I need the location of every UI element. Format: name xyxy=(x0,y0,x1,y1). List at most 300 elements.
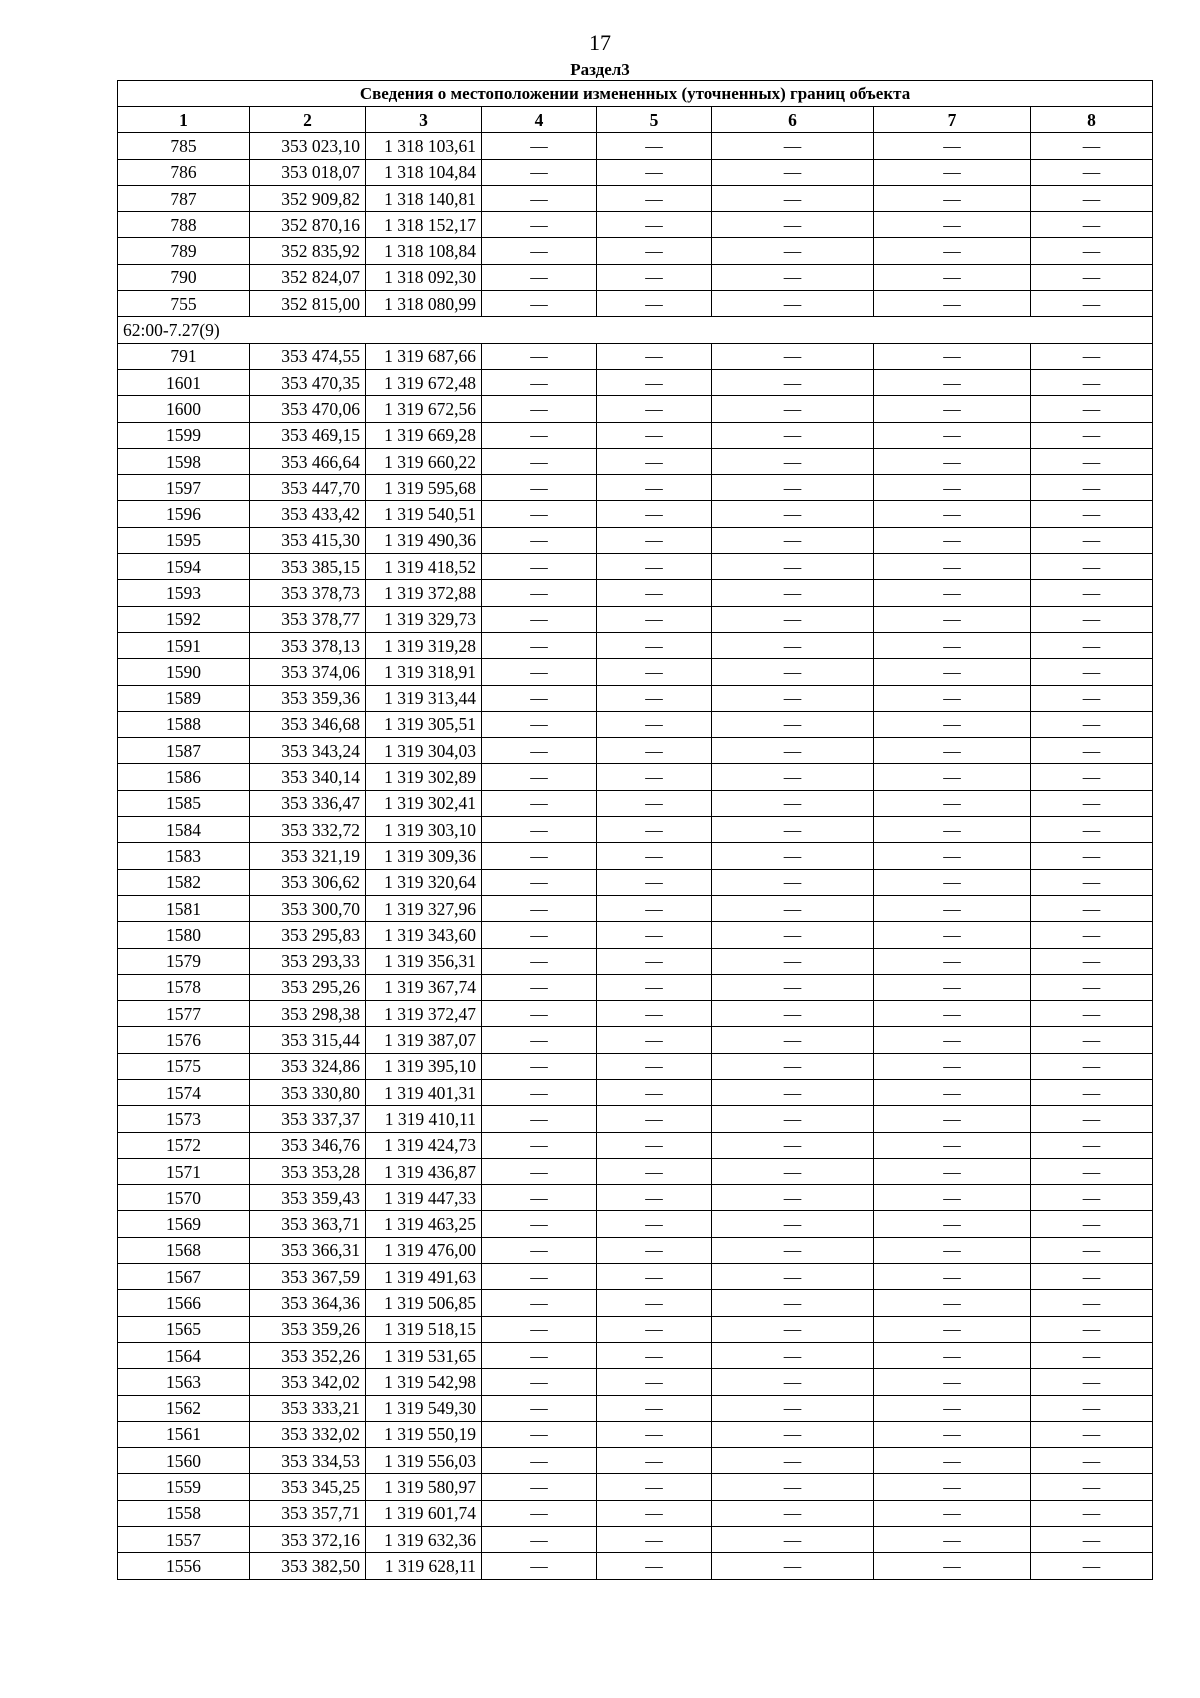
empty-value-cell: — xyxy=(482,1342,597,1368)
x-coordinate-cell: 353 298,38 xyxy=(250,1001,366,1027)
empty-value-cell: — xyxy=(597,632,712,658)
empty-value-cell: — xyxy=(597,659,712,685)
empty-value-cell: — xyxy=(482,817,597,843)
empty-value-cell: — xyxy=(874,1500,1031,1526)
empty-value-cell: — xyxy=(1031,212,1153,238)
x-coordinate-cell: 353 372,16 xyxy=(250,1527,366,1553)
empty-value-cell: — xyxy=(482,1132,597,1158)
y-coordinate-cell: 1 319 580,97 xyxy=(366,1474,482,1500)
empty-value-cell: — xyxy=(874,1185,1031,1211)
empty-value-cell: — xyxy=(597,1106,712,1132)
empty-value-cell: — xyxy=(597,606,712,632)
empty-value-cell: — xyxy=(712,1500,874,1526)
table-row xyxy=(118,659,1153,685)
empty-value-cell: — xyxy=(482,1500,597,1526)
point-number-cell: 1589 xyxy=(118,685,250,711)
point-number-cell: 1593 xyxy=(118,580,250,606)
empty-value-cell: — xyxy=(712,974,874,1000)
empty-value-cell: — xyxy=(712,1290,874,1316)
point-number-cell: 1565 xyxy=(118,1316,250,1342)
empty-value-cell: — xyxy=(482,1053,597,1079)
table-row xyxy=(118,1132,1153,1158)
table-row xyxy=(118,1211,1153,1237)
x-coordinate-cell: 353 378,13 xyxy=(250,632,366,658)
y-coordinate-cell: 1 319 302,41 xyxy=(366,790,482,816)
empty-value-cell: — xyxy=(1031,790,1153,816)
x-coordinate-cell: 353 433,42 xyxy=(250,501,366,527)
y-coordinate-cell: 1 319 491,63 xyxy=(366,1264,482,1290)
column-header: 6 xyxy=(712,107,874,133)
group-label: 62:00-7.27(9) xyxy=(118,317,1153,343)
empty-value-cell: — xyxy=(712,895,874,921)
point-number-cell: 1596 xyxy=(118,501,250,527)
y-coordinate-cell: 1 319 628,11 xyxy=(366,1553,482,1579)
empty-value-cell: — xyxy=(874,264,1031,290)
empty-value-cell: — xyxy=(1031,580,1153,606)
y-coordinate-cell: 1 318 108,84 xyxy=(366,238,482,264)
x-coordinate-cell: 353 330,80 xyxy=(250,1079,366,1105)
table-row xyxy=(118,185,1153,211)
table-row xyxy=(118,790,1153,816)
empty-value-cell: — xyxy=(874,606,1031,632)
column-header: 3 xyxy=(366,107,482,133)
empty-value-cell: — xyxy=(482,974,597,1000)
table-row xyxy=(118,1448,1153,1474)
empty-value-cell: — xyxy=(597,685,712,711)
empty-value-cell: — xyxy=(1031,1421,1153,1447)
point-number-cell: 1597 xyxy=(118,475,250,501)
empty-value-cell: — xyxy=(597,1079,712,1105)
table-row xyxy=(118,685,1153,711)
empty-value-cell: — xyxy=(482,843,597,869)
empty-value-cell: — xyxy=(712,396,874,422)
page-number: 17 xyxy=(589,30,611,55)
point-number-cell: 1595 xyxy=(118,527,250,553)
empty-value-cell: — xyxy=(874,1001,1031,1027)
empty-value-cell: — xyxy=(874,948,1031,974)
empty-value-cell: — xyxy=(874,1079,1031,1105)
x-coordinate-cell: 353 324,86 xyxy=(250,1053,366,1079)
empty-value-cell: — xyxy=(597,790,712,816)
table-row xyxy=(118,738,1153,764)
empty-value-cell: — xyxy=(874,396,1031,422)
table-row xyxy=(118,1474,1153,1500)
x-coordinate-cell: 353 466,64 xyxy=(250,448,366,474)
empty-value-cell: — xyxy=(874,212,1031,238)
table-row xyxy=(118,1001,1153,1027)
empty-value-cell: — xyxy=(874,133,1031,159)
y-coordinate-cell: 1 319 672,48 xyxy=(366,369,482,395)
table-row xyxy=(118,212,1153,238)
table-row xyxy=(118,843,1153,869)
y-coordinate-cell: 1 319 687,66 xyxy=(366,343,482,369)
x-coordinate-cell: 353 364,36 xyxy=(250,1290,366,1316)
empty-value-cell: — xyxy=(712,580,874,606)
empty-value-cell: — xyxy=(1031,133,1153,159)
empty-value-cell: — xyxy=(874,1158,1031,1184)
y-coordinate-cell: 1 318 103,61 xyxy=(366,133,482,159)
x-coordinate-cell: 353 374,06 xyxy=(250,659,366,685)
table-row xyxy=(118,1395,1153,1421)
empty-value-cell: — xyxy=(1031,1027,1153,1053)
empty-value-cell: — xyxy=(712,948,874,974)
empty-value-cell: — xyxy=(597,843,712,869)
table-row xyxy=(118,948,1153,974)
empty-value-cell: — xyxy=(1031,291,1153,317)
empty-value-cell: — xyxy=(1031,659,1153,685)
empty-value-cell: — xyxy=(597,1316,712,1342)
empty-value-cell: — xyxy=(482,685,597,711)
point-number-cell: 1601 xyxy=(118,369,250,395)
x-coordinate-cell: 353 385,15 xyxy=(250,554,366,580)
empty-value-cell: — xyxy=(597,185,712,211)
empty-value-cell: — xyxy=(1031,1290,1153,1316)
empty-value-cell: — xyxy=(597,1185,712,1211)
empty-value-cell: — xyxy=(482,448,597,474)
table-body xyxy=(118,133,1153,1579)
point-number-cell: 1576 xyxy=(118,1027,250,1053)
empty-value-cell: — xyxy=(1031,396,1153,422)
x-coordinate-cell: 353 340,14 xyxy=(250,764,366,790)
empty-value-cell: — xyxy=(874,1448,1031,1474)
empty-value-cell: — xyxy=(874,1395,1031,1421)
empty-value-cell: — xyxy=(482,1553,597,1579)
y-coordinate-cell: 1 319 303,10 xyxy=(366,817,482,843)
empty-value-cell: — xyxy=(874,1211,1031,1237)
empty-value-cell: — xyxy=(874,1553,1031,1579)
empty-value-cell: — xyxy=(597,1027,712,1053)
y-coordinate-cell: 1 319 343,60 xyxy=(366,922,482,948)
y-coordinate-cell: 1 318 092,30 xyxy=(366,264,482,290)
point-number-cell: 1586 xyxy=(118,764,250,790)
point-number-cell: 1578 xyxy=(118,974,250,1000)
empty-value-cell: — xyxy=(482,659,597,685)
empty-value-cell: — xyxy=(712,1027,874,1053)
empty-value-cell: — xyxy=(597,922,712,948)
y-coordinate-cell: 1 319 436,87 xyxy=(366,1158,482,1184)
point-number-cell: 1557 xyxy=(118,1527,250,1553)
empty-value-cell: — xyxy=(712,1395,874,1421)
table-row xyxy=(118,1342,1153,1368)
x-coordinate-cell: 352 870,16 xyxy=(250,212,366,238)
table-row xyxy=(118,448,1153,474)
point-number-cell: 1573 xyxy=(118,1106,250,1132)
section-label: Раздел3 xyxy=(570,60,630,79)
y-coordinate-cell: 1 319 318,91 xyxy=(366,659,482,685)
empty-value-cell: — xyxy=(482,764,597,790)
x-coordinate-cell: 353 378,73 xyxy=(250,580,366,606)
x-coordinate-cell: 352 909,82 xyxy=(250,185,366,211)
table-row xyxy=(118,1079,1153,1105)
x-coordinate-cell: 353 333,21 xyxy=(250,1395,366,1421)
empty-value-cell: — xyxy=(482,632,597,658)
table-row xyxy=(118,475,1153,501)
empty-value-cell: — xyxy=(1031,1395,1153,1421)
empty-value-cell: — xyxy=(874,1106,1031,1132)
y-coordinate-cell: 1 319 424,73 xyxy=(366,1132,482,1158)
empty-value-cell: — xyxy=(1031,1132,1153,1158)
x-coordinate-cell: 353 366,31 xyxy=(250,1237,366,1263)
point-number-cell: 1569 xyxy=(118,1211,250,1237)
x-coordinate-cell: 353 357,71 xyxy=(250,1500,366,1526)
empty-value-cell: — xyxy=(712,1185,874,1211)
point-number-cell: 791 xyxy=(118,343,250,369)
empty-value-cell: — xyxy=(482,343,597,369)
y-coordinate-cell: 1 319 595,68 xyxy=(366,475,482,501)
y-coordinate-cell: 1 319 356,31 xyxy=(366,948,482,974)
empty-value-cell: — xyxy=(1031,1158,1153,1184)
empty-value-cell: — xyxy=(1031,922,1153,948)
x-coordinate-cell: 353 293,33 xyxy=(250,948,366,974)
y-coordinate-cell: 1 319 550,19 xyxy=(366,1421,482,1447)
y-coordinate-cell: 1 319 329,73 xyxy=(366,606,482,632)
column-header: 7 xyxy=(874,107,1031,133)
x-coordinate-cell: 353 343,24 xyxy=(250,738,366,764)
empty-value-cell: — xyxy=(597,974,712,1000)
empty-value-cell: — xyxy=(1031,843,1153,869)
empty-value-cell: — xyxy=(1031,1264,1153,1290)
x-coordinate-cell: 353 363,71 xyxy=(250,1211,366,1237)
empty-value-cell: — xyxy=(712,790,874,816)
empty-value-cell: — xyxy=(874,185,1031,211)
empty-value-cell: — xyxy=(597,1500,712,1526)
y-coordinate-cell: 1 319 518,15 xyxy=(366,1316,482,1342)
empty-value-cell: — xyxy=(482,291,597,317)
empty-value-cell: — xyxy=(874,343,1031,369)
x-coordinate-cell: 353 315,44 xyxy=(250,1027,366,1053)
x-coordinate-cell: 353 337,37 xyxy=(250,1106,366,1132)
table-row xyxy=(118,1369,1153,1395)
empty-value-cell: — xyxy=(712,475,874,501)
empty-value-cell: — xyxy=(712,1211,874,1237)
table-row xyxy=(118,1027,1153,1053)
table-row xyxy=(118,711,1153,737)
empty-value-cell: — xyxy=(874,159,1031,185)
point-number-cell: 1562 xyxy=(118,1395,250,1421)
point-number-cell: 1582 xyxy=(118,869,250,895)
point-number-cell: 785 xyxy=(118,133,250,159)
x-coordinate-cell: 353 295,83 xyxy=(250,922,366,948)
point-number-cell: 1598 xyxy=(118,448,250,474)
empty-value-cell: — xyxy=(712,738,874,764)
empty-value-cell: — xyxy=(874,1527,1031,1553)
empty-value-cell: — xyxy=(1031,738,1153,764)
empty-value-cell: — xyxy=(1031,685,1153,711)
y-coordinate-cell: 1 319 302,89 xyxy=(366,764,482,790)
y-coordinate-cell: 1 319 309,36 xyxy=(366,843,482,869)
empty-value-cell: — xyxy=(712,159,874,185)
empty-value-cell: — xyxy=(712,1158,874,1184)
point-number-cell: 1558 xyxy=(118,1500,250,1526)
empty-value-cell: — xyxy=(597,869,712,895)
empty-value-cell: — xyxy=(712,527,874,553)
empty-value-cell: — xyxy=(1031,422,1153,448)
empty-value-cell: — xyxy=(597,475,712,501)
empty-value-cell: — xyxy=(874,869,1031,895)
empty-value-cell: — xyxy=(1031,948,1153,974)
empty-value-cell: — xyxy=(482,738,597,764)
empty-value-cell: — xyxy=(1031,974,1153,1000)
empty-value-cell: — xyxy=(482,869,597,895)
empty-value-cell: — xyxy=(482,1027,597,1053)
empty-value-cell: — xyxy=(712,212,874,238)
y-coordinate-cell: 1 319 401,31 xyxy=(366,1079,482,1105)
empty-value-cell: — xyxy=(874,817,1031,843)
column-header: 1 xyxy=(118,107,250,133)
empty-value-cell: — xyxy=(712,1369,874,1395)
empty-value-cell: — xyxy=(597,1264,712,1290)
point-number-cell: 1599 xyxy=(118,422,250,448)
empty-value-cell: — xyxy=(712,711,874,737)
boundary-coordinates-table xyxy=(117,80,1153,1580)
table-caption-row xyxy=(118,81,1153,107)
x-coordinate-cell: 353 300,70 xyxy=(250,895,366,921)
empty-value-cell: — xyxy=(482,1264,597,1290)
point-number-cell: 1594 xyxy=(118,554,250,580)
empty-value-cell: — xyxy=(1031,606,1153,632)
table-row xyxy=(118,501,1153,527)
point-number-cell: 790 xyxy=(118,264,250,290)
y-coordinate-cell: 1 319 367,74 xyxy=(366,974,482,1000)
empty-value-cell: — xyxy=(712,1079,874,1105)
point-number-cell: 1572 xyxy=(118,1132,250,1158)
point-number-cell: 1575 xyxy=(118,1053,250,1079)
empty-value-cell: — xyxy=(597,159,712,185)
empty-value-cell: — xyxy=(482,212,597,238)
point-number-cell: 1563 xyxy=(118,1369,250,1395)
y-coordinate-cell: 1 319 387,07 xyxy=(366,1027,482,1053)
x-coordinate-cell: 353 332,02 xyxy=(250,1421,366,1447)
empty-value-cell: — xyxy=(482,895,597,921)
empty-value-cell: — xyxy=(712,606,874,632)
table-row xyxy=(118,133,1153,159)
point-number-cell: 1584 xyxy=(118,817,250,843)
empty-value-cell: — xyxy=(597,1158,712,1184)
table-row xyxy=(118,1316,1153,1342)
point-number-cell: 1564 xyxy=(118,1342,250,1368)
point-number-cell: 787 xyxy=(118,185,250,211)
empty-value-cell: — xyxy=(874,974,1031,1000)
empty-value-cell: — xyxy=(874,422,1031,448)
y-coordinate-cell: 1 319 447,33 xyxy=(366,1185,482,1211)
table-row xyxy=(118,369,1153,395)
point-number-cell: 1591 xyxy=(118,632,250,658)
point-number-cell: 1556 xyxy=(118,1553,250,1579)
empty-value-cell: — xyxy=(874,501,1031,527)
empty-value-cell: — xyxy=(482,554,597,580)
empty-value-cell: — xyxy=(1031,1527,1153,1553)
x-coordinate-cell: 353 359,43 xyxy=(250,1185,366,1211)
y-coordinate-cell: 1 319 601,74 xyxy=(366,1500,482,1526)
empty-value-cell: — xyxy=(874,1053,1031,1079)
point-number-cell: 788 xyxy=(118,212,250,238)
empty-value-cell: — xyxy=(597,817,712,843)
empty-value-cell: — xyxy=(597,711,712,737)
empty-value-cell: — xyxy=(597,291,712,317)
empty-value-cell: — xyxy=(874,238,1031,264)
empty-value-cell: — xyxy=(482,1158,597,1184)
empty-value-cell: — xyxy=(874,1264,1031,1290)
empty-value-cell: — xyxy=(712,843,874,869)
y-coordinate-cell: 1 319 542,98 xyxy=(366,1369,482,1395)
x-coordinate-cell: 353 469,15 xyxy=(250,422,366,448)
empty-value-cell: — xyxy=(482,606,597,632)
empty-value-cell: — xyxy=(482,475,597,501)
x-coordinate-cell: 353 352,26 xyxy=(250,1342,366,1368)
empty-value-cell: — xyxy=(874,1369,1031,1395)
empty-value-cell: — xyxy=(597,1290,712,1316)
empty-value-cell: — xyxy=(712,238,874,264)
point-number-cell: 1561 xyxy=(118,1421,250,1447)
point-number-cell: 1592 xyxy=(118,606,250,632)
empty-value-cell: — xyxy=(597,1395,712,1421)
table-row xyxy=(118,1500,1153,1526)
empty-value-cell: — xyxy=(1031,527,1153,553)
empty-value-cell: — xyxy=(597,396,712,422)
empty-value-cell: — xyxy=(1031,369,1153,395)
empty-value-cell: — xyxy=(597,1448,712,1474)
empty-value-cell: — xyxy=(482,1237,597,1263)
empty-value-cell: — xyxy=(482,1106,597,1132)
empty-value-cell: — xyxy=(482,580,597,606)
empty-value-cell: — xyxy=(482,527,597,553)
empty-value-cell: — xyxy=(482,1290,597,1316)
empty-value-cell: — xyxy=(874,764,1031,790)
empty-value-cell: — xyxy=(712,659,874,685)
point-number-cell: 1559 xyxy=(118,1474,250,1500)
empty-value-cell: — xyxy=(874,895,1031,921)
empty-value-cell: — xyxy=(1031,1106,1153,1132)
empty-value-cell: — xyxy=(482,1001,597,1027)
empty-value-cell: — xyxy=(482,369,597,395)
empty-value-cell: — xyxy=(1031,1474,1153,1500)
empty-value-cell: — xyxy=(1031,1500,1153,1526)
empty-value-cell: — xyxy=(482,1448,597,1474)
point-number-cell: 755 xyxy=(118,291,250,317)
empty-value-cell: — xyxy=(712,501,874,527)
empty-value-cell: — xyxy=(597,527,712,553)
empty-value-cell: — xyxy=(712,1264,874,1290)
table-row xyxy=(118,422,1153,448)
y-coordinate-cell: 1 318 104,84 xyxy=(366,159,482,185)
y-coordinate-cell: 1 318 080,99 xyxy=(366,291,482,317)
empty-value-cell: — xyxy=(597,1527,712,1553)
y-coordinate-cell: 1 319 410,11 xyxy=(366,1106,482,1132)
y-coordinate-cell: 1 319 490,36 xyxy=(366,527,482,553)
y-coordinate-cell: 1 319 556,03 xyxy=(366,1448,482,1474)
empty-value-cell: — xyxy=(1031,475,1153,501)
empty-value-cell: — xyxy=(712,1001,874,1027)
table-row xyxy=(118,764,1153,790)
table-row xyxy=(118,1185,1153,1211)
empty-value-cell: — xyxy=(874,685,1031,711)
empty-value-cell: — xyxy=(597,448,712,474)
empty-value-cell: — xyxy=(482,1395,597,1421)
y-coordinate-cell: 1 319 320,64 xyxy=(366,869,482,895)
empty-value-cell: — xyxy=(597,554,712,580)
table-row xyxy=(118,1106,1153,1132)
table-row xyxy=(118,974,1153,1000)
empty-value-cell: — xyxy=(712,922,874,948)
empty-value-cell: — xyxy=(712,1106,874,1132)
point-number-cell: 1583 xyxy=(118,843,250,869)
x-coordinate-cell: 353 474,55 xyxy=(250,343,366,369)
empty-value-cell: — xyxy=(1031,264,1153,290)
empty-value-cell: — xyxy=(1031,711,1153,737)
point-number-cell: 1579 xyxy=(118,948,250,974)
table-row xyxy=(118,1290,1153,1316)
y-coordinate-cell: 1 319 418,52 xyxy=(366,554,482,580)
